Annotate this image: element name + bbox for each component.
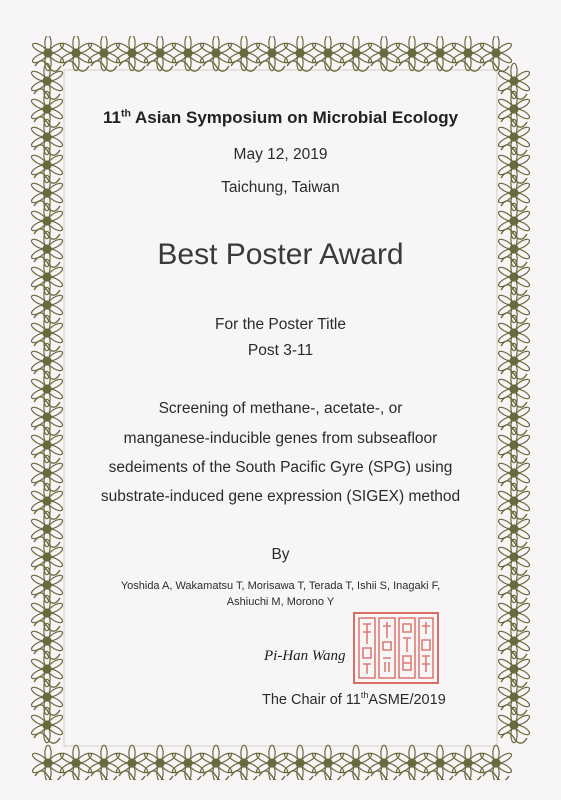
event-location: Taichung, Taiwan	[221, 179, 340, 196]
by-label: By	[271, 546, 290, 563]
authors-line: Ashiuchi M, Morono Y	[226, 596, 335, 608]
poster-title-line: Screening of methane-, acetate-, or	[158, 400, 403, 417]
chair-suffix: ASME/2019	[368, 692, 446, 708]
seal-glyphs-svg	[355, 614, 437, 682]
symposium-ordinal: th	[120, 107, 131, 120]
signature: Pi-Han Wang	[264, 648, 346, 664]
award-title: Best Poster Award	[157, 238, 404, 271]
chair-prefix: The Chair of 11	[262, 692, 361, 708]
poster-title-line: sedeiments of the South Pacific Gyre (SPG) using	[108, 459, 453, 476]
authors-line: Yoshida A, Wakamatsu T, Morisawa T, Terada T, Ishii S, Inagaki F,	[120, 580, 441, 592]
red-seal-stamp	[353, 612, 439, 684]
chair-line	[262, 692, 446, 708]
symposium-name: Asian Symposium on Microbial Ecology	[130, 108, 459, 127]
poster-title-line: substrate-induced gene expression (SIGEX) method	[100, 488, 461, 505]
for-poster-label: For the Poster Title	[215, 316, 346, 333]
post-number: Post 3-11	[247, 342, 314, 359]
event-date: May 12, 2019	[233, 146, 328, 163]
chair-ordinal: th	[360, 690, 369, 701]
symposium-title	[0, 108, 561, 128]
symposium-number: 11	[102, 108, 121, 127]
poster-title-line: manganese-inducible genes from subseafloor	[123, 430, 438, 447]
